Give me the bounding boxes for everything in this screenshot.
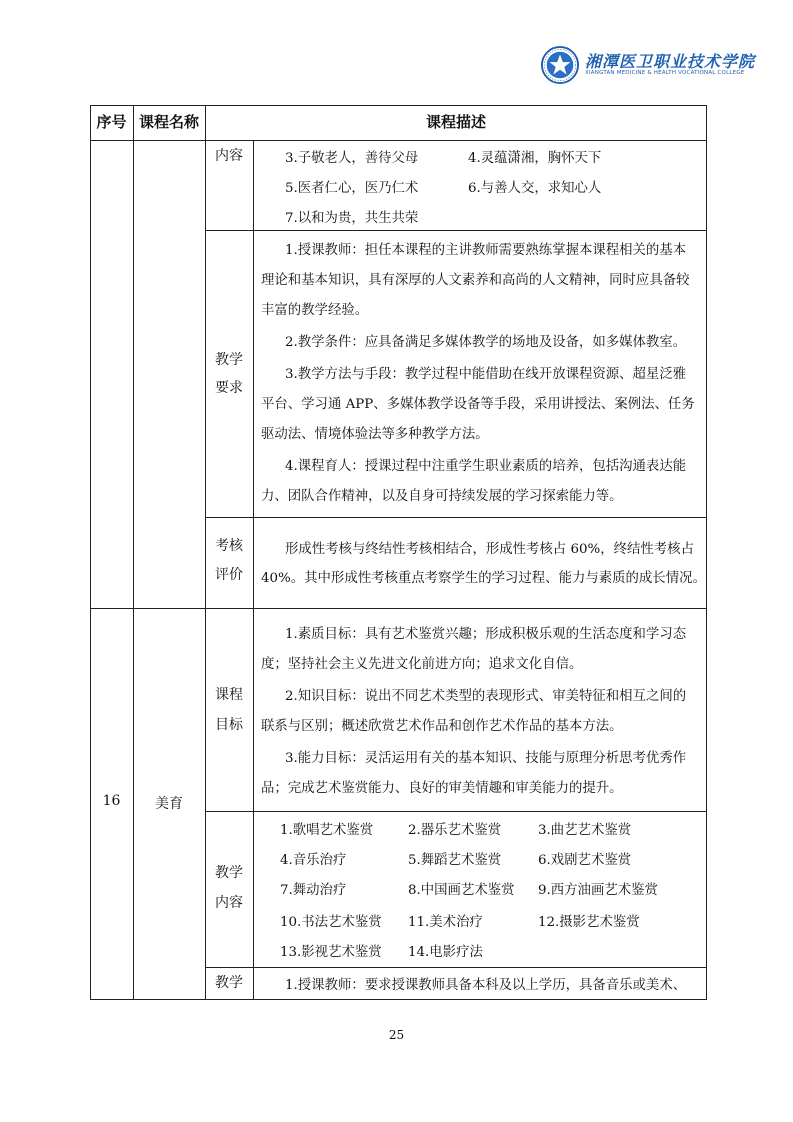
list-item: 12.摄影艺术鉴赏 — [538, 915, 640, 930]
paragraph-line: 3.教学方法与手段：教学过程中能借助在线开放课程资源、超星泛雅 — [285, 367, 687, 382]
list-item: 1.歌唱艺术鉴赏 — [280, 823, 374, 838]
teaching-content-label-1: 教学 — [215, 865, 243, 881]
paragraph-line: 2.教学条件：应具备满足多媒体教学的场地及设备，如多媒体教室。 — [285, 335, 687, 350]
teaching-content-label-2: 内容 — [215, 895, 243, 911]
list-item: 4.灵蕴潇湘，胸怀天下 — [468, 151, 602, 166]
list-item: 5.舞蹈艺术鉴赏 — [408, 853, 502, 868]
assessment-label-1: 考核 — [215, 538, 243, 554]
header-course-name: 课程名称 — [138, 113, 199, 131]
paragraph-line: 2.知识目标：说出不同艺术类型的表现形式、审美特征和相互之间的 — [285, 689, 687, 704]
row-number: 16 — [102, 793, 121, 809]
paragraph-line: 度；坚持社会主义先进文化前进方向；追求文化自信。 — [261, 657, 583, 672]
paragraph-line: 力、团队合作精神，以及自身可持续发展的学习探索能力等。 — [261, 489, 623, 504]
assessment-label-2: 评价 — [215, 567, 243, 583]
course-table — [90, 105, 707, 1000]
teaching-req-label-1: 教学 — [215, 352, 243, 368]
paragraph-line: 理论和基本知识，具有深厚的人文素养和高尚的人文精神，同时应具备较 — [261, 273, 690, 288]
list-item: 7.舞动治疗 — [280, 883, 347, 898]
list-item: 4.音乐治疗 — [280, 853, 347, 868]
course-name: 美育 — [155, 796, 183, 812]
list-item: 9.西方油画艺术鉴赏 — [538, 883, 658, 898]
page-number: 25 — [388, 1028, 405, 1042]
list-item: 3.子敬老人，善待父母 — [285, 151, 419, 166]
list-item: 8.中国画艺术鉴赏 — [408, 883, 515, 898]
paragraph-line: 1.授课教师：担任本课程的主讲教师需要熟练掌握本课程相关的基本 — [285, 243, 687, 258]
college-emblem-icon — [541, 46, 579, 84]
course-goal-label-2: 目标 — [215, 717, 243, 733]
header-no: 序号 — [96, 113, 127, 131]
list-item: 2.器乐艺术鉴赏 — [408, 823, 502, 838]
paragraph-line: 品；完成艺术鉴赏能力、良好的审美情趣和审美能力的提升。 — [261, 781, 623, 796]
college-name-cn: 湘潭医卫职业技术学院 — [585, 52, 756, 71]
paragraph-line: 40%。其中形成性考核重点考察学生的学习过程、能力与素质的成长情况。 — [261, 571, 706, 586]
paragraph-line: 形成性考核与终结性考核相结合，形成性考核占 60%，终结性考核占 — [285, 542, 694, 557]
college-name-en: XIANGTAN MEDICINE & HEALTH VOCATIONAL COLLEGE — [585, 70, 745, 76]
paragraph-line: 驱动法、情境体验法等多种教学方法。 — [261, 427, 489, 442]
list-item: 14.电影疗法 — [408, 945, 483, 960]
course-goal-label-1: 课程 — [215, 687, 243, 703]
teaching-req-label-2: 要求 — [215, 380, 243, 396]
teaching-req-label: 教学 — [215, 975, 243, 991]
college-logo — [541, 45, 756, 85]
list-item: 7.以和为贵，共生共荣 — [285, 211, 419, 226]
list-item: 10.书法艺术鉴赏 — [280, 915, 382, 930]
list-item: 5.医者仁心，医乃仁术 — [285, 181, 419, 196]
content-label: 内容 — [215, 148, 243, 164]
header-course-desc: 课程描述 — [425, 113, 486, 131]
paragraph-line: 平台、学习通 APP、多媒体教学设备等手段，采用讲授法、案例法、任务 — [261, 397, 695, 412]
paragraph-line: 4.课程育人：授课过程中注重学生职业素质的培养，包括沟通表达能 — [285, 459, 687, 474]
paragraph-line: 3.能力目标：灵活运用有关的基本知识、技能与原理分析思考优秀作 — [285, 751, 687, 766]
list-item: 13.影视艺术鉴赏 — [280, 945, 382, 960]
paragraph-line: 1.素质目标：具有艺术鉴赏兴趣；形成积极乐观的生活态度和学习态 — [285, 627, 687, 642]
paragraph-line: 1.授课教师：要求授课教师具备本科及以上学历，具备音乐或美术、 — [285, 978, 687, 993]
list-item: 11.美术治疗 — [408, 915, 483, 930]
list-item: 6.与善人交，求知心人 — [468, 181, 602, 196]
list-item: 6.戏剧艺术鉴赏 — [538, 853, 632, 868]
paragraph-line: 联系与区别；概述欣赏艺术作品和创作艺术作品的基本方法。 — [261, 719, 623, 734]
paragraph-line: 丰富的教学经验。 — [261, 303, 369, 318]
list-item: 3.曲艺艺术鉴赏 — [538, 823, 632, 838]
